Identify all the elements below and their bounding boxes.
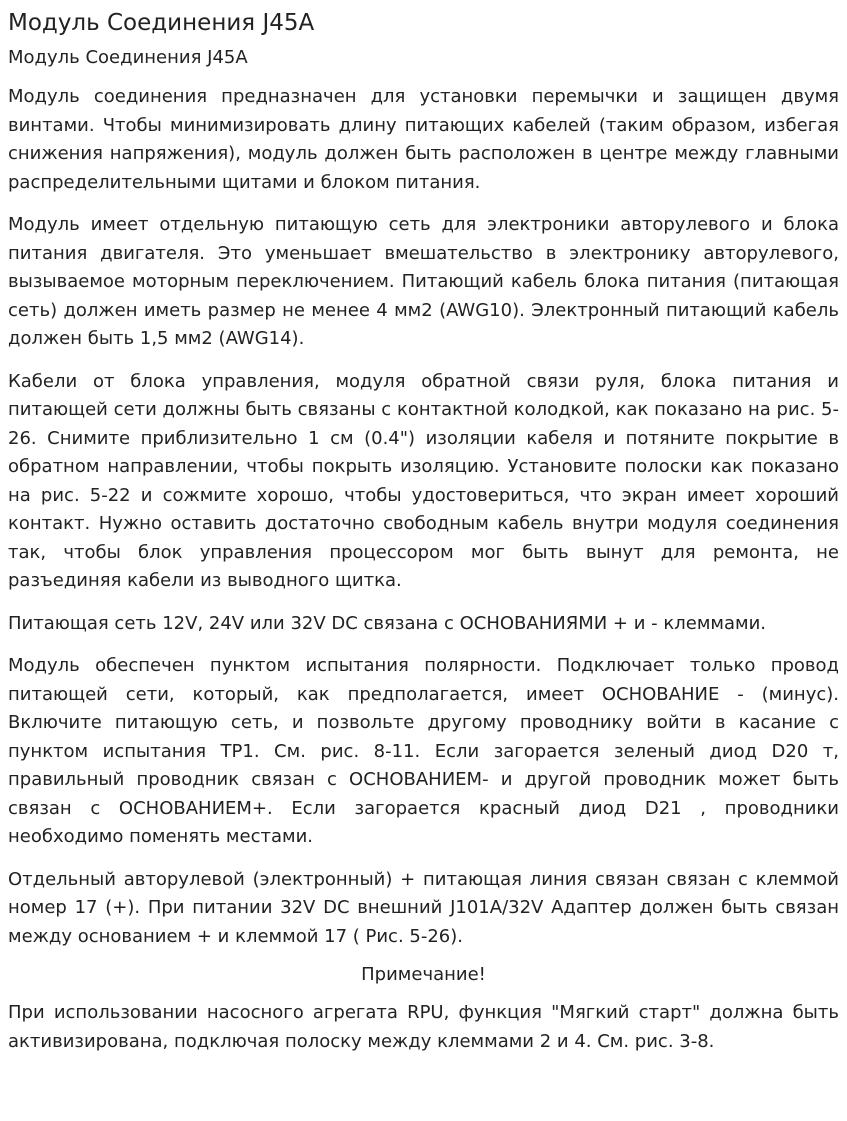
section-heading: Модуль Соединения J45A [8, 47, 248, 68]
note-text: При использовании насосного агрегата RPU, функция "Мягкий старт" должна быть активизирована, подключая полоску между клеммами 2 и 4. См. рис. 3-8. [8, 1002, 839, 1052]
paragraph-module-placement: Модуль соединения предназначен для установки перемычки и защищен двумя винтами. Чтобы минимизировать длину питающих кабелей (таким образом, избегая снижения напряжения), модуль должен быть расположен в центре между главными распределительными щитами и блоком питания. [8, 86, 839, 193]
paragraph-power-supply: Модуль имеет отдельную питающую сеть для электроники авторулевого и блока питания двигателя. Это уменьшает вмешательство в электронику авторулевого, вызываемое моторным переключением. Питающий кабель блока питания (питающая сеть) должен иметь размер не менее 4 мм2 (AWG10). Электронный питающий кабель должен быть 1,5 мм2 (AWG14). [8, 214, 839, 349]
paragraph-supply-voltage: Питающая сеть 12V, 24V или 32V DC связана с ОСНОВАНИЯМИ + и - клеммами. [8, 612, 767, 634]
page-title: Модуль Соединения J45A [8, 10, 315, 36]
paragraph-cable-connection: Кабели от блока управления, модуля обратной связи руля, блока питания и питающей сети должны быть связаны с контактной колодкой, как показано на рис. 5-26. Снимите приблизительно 1 см (0.4") изоляции кабеля и потяните покрытие в обратном направлении, чтобы покрыть изоляцию. Установите полоски как показано на рис. 5-22 и сожмите хорошо, чтобы удостовериться, что экран имеет хороший контакт. Нужно оставить достаточно свободным кабель внутри модуля соединения так, чтобы блок управления процессором мог быть вынут для ремонта, не разъединяя кабели из выводного щитка. [8, 370, 839, 591]
note-heading: Примечание! [361, 964, 486, 985]
paragraph-autopilot-line: Отдельный авторулевой (электронный) + питающая линия связан связан с клеммой номер 17 (+). При питании 32V DC внешний J101A/32V Адаптер должен быть связан между основанием + и клеммой 17 ( Рис. 5-26). [8, 868, 839, 947]
paragraph-polarity-test: Модуль обеспечен пунктом испытания полярности. Подключает только провод питающей сети, который, как предполагается, имеет ОСНОВАНИЕ - (минус). Включите питающую сеть, и позвольте другому проводнику войти в касание с пунктом испытания TP1. См. рис. 8-11. Если загорается зеленый диод D20 т, правильный проводник связан с ОСНОВАНИЕМ- и другой проводник может быть связан с ОСНОВАНИЕМ+. Если загорается красный диод D21 , проводники необходимо поменять местами. [8, 655, 839, 847]
